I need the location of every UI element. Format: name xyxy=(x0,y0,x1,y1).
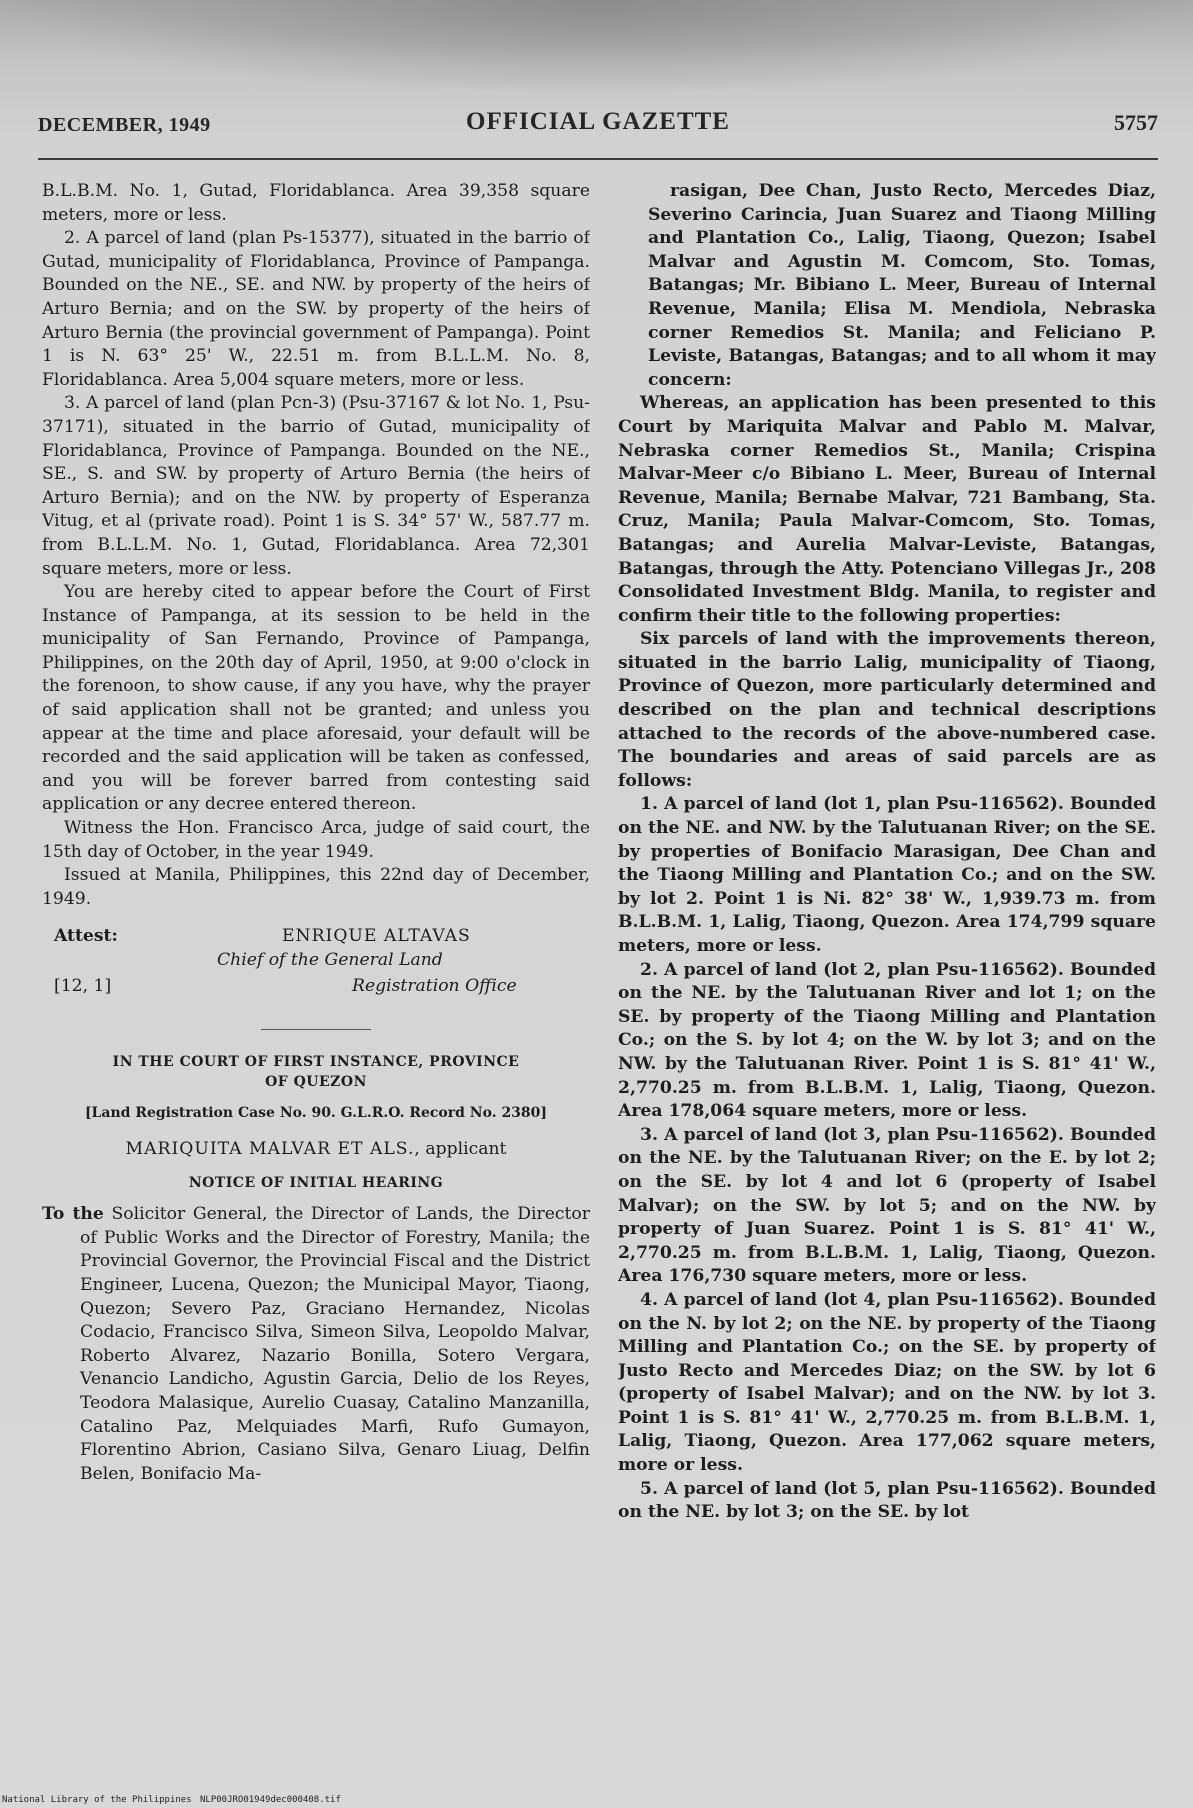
issue-code: [12, 1] xyxy=(54,976,112,997)
header-date: DECEMBER, 1949 xyxy=(38,114,211,136)
footer-library: National Library of the Philippines xyxy=(2,1795,192,1805)
publication-title: OFFICIAL GAZETTE xyxy=(466,108,730,135)
signatory-title-line-2: Registration Office xyxy=(352,976,517,997)
attestation-block xyxy=(42,925,590,1007)
page-number: 5757 xyxy=(1114,110,1158,135)
section-divider xyxy=(261,1029,371,1030)
paragraph-citation: You are hereby cited to appear before the Court of First Instance of Pampanga, at its session to be held in the municipality of San Fernando, Province of Pampanga, Philippines, on the 20th day of April, 1950, at 9:00 o'clock in the forenoon, to show cause, if any you have, why the prayer of said application shall not be granted; and unless you appear at the time and place aforesaid, your default will be recorded and the said application will be taken as confessed, and you will be forever barred from contesting said application or any decree entered thereon. xyxy=(42,582,590,815)
addressees-list: Solicitor General, the Director of Lands, the Director of Public Works and the Director of Forestry, Manila; the Provincial Governor, the Provincial Fiscal and the District Engineer, Lucena, Quezon; the Municipal Mayor, Tiaong, Quezon; Severo Paz, Graciano Hernandez, Nicolas Codacio, Francisco Silva, Simeon Silva, Leopoldo Malvar, Roberto Alvarez, Nazario Bonilla, Sotero Vergara, Venancio Landicho, Agustin Garcia, Delio de los Reyes, Teodora Malasique, Aurelio Cuasay, Catalino Manzanilla, Catalino Paz, Melquiades Marfi, Rufo Gumayon, Florentino Abrion, Casiano Silva, Genaro Liuag, Delfin Belen, Bonifacio Ma- xyxy=(80,1204,590,1484)
notice-title: NOTICE OF INITIAL HEARING xyxy=(188,1174,444,1191)
paragraph-whereas: Whereas, an application has been presented to this Court by Mariquita Malvar and Pablo M. Malvar, Nebraska corner Remedios St., Manila; Crispina Malvar-Meer c/o Bibiano L. Meer, Bureau of Internal Revenue, Manila; Bernabe Malvar, 721 Bambang, Sta. Cruz, Manila; Paula Malvar-Comcom, Sto. Tomas, Batangas; and Aurelia Malvar-Leviste, Batangas, Batangas, through the Atty. Potenciano Villegas Jr., 208 Consolidated Investment Bldg. Manila, to register and confirm their title to the following properties: xyxy=(618,393,1156,626)
right-column xyxy=(618,180,1156,1720)
paragraph-issued: Issued at Manila, Philippines, this 22nd day of December, 1949. xyxy=(42,865,590,909)
left-column xyxy=(42,180,590,1720)
paragraph-lot-3: 3. A parcel of land (lot 3, plan Psu-116562). Bounded on the NE. by the Talutuanan River; on the E. by lot 2; on the SE. by lot 4 and lot 6 (property of Isabel Malvar); on the SW. by lot 5; and on the NW. by property of Juan Suarez. Point 1 is S. 81° 41' W., 2,770.25 m. from B.L.B.M. 1, Lalig, Tiaong, Quezon. Area 176,730 square meters, more or less. xyxy=(618,1124,1156,1287)
court-heading-line-2: OF QUEZON xyxy=(265,1074,367,1091)
page-header xyxy=(38,100,1158,140)
addressees-lead: To the xyxy=(42,1204,104,1225)
paragraph-lot-4: 4. A parcel of land (lot 4, plan Psu-116562). Bounded on the N. by lot 2; on the NE. by property of the Tiaong Milling and Plantation Co.; on the SE. by property of Justo Recto and Mercedes Diaz; on the SW. by lot 6 (property of Isabel Malvar); and on the NW. by lot 3. Point 1 is S. 81° 41' W., 2,770.25 m. from B.L.B.M. 1, Lalig, Tiaong, Quezon. Area 177,062 square meters, more or less. xyxy=(618,1289,1156,1476)
paragraph-lot-5: 5. A parcel of land (lot 5, plan Psu-116562). Bounded on the NE. by lot 3; on the SE. by lot xyxy=(618,1478,1156,1523)
paragraph-parcel-3: 3. A parcel of land (plan Pcn-3) (Psu-37167 & lot No. 1, Psu-37171), situated in the barrio of Gutad, municipality of Floridablanca, Province of Pampanga. Bounded on the NE., SE., S. and SW. by property of Arturo Bernia (the heirs of Arturo Bernia); and on the NW. by property of Esperanza Vitug, et al (private road). Point 1 is S. 34° 57' W., 587.77 m. from B.L.L.M. No. 1, Gutad, Floridablanca. Area 72,301 square meters, more or less. xyxy=(42,393,590,579)
case-number-line: [Land Registration Case No. 90. G.L.R.O. Record No. 2380] xyxy=(84,1105,548,1122)
scan-footer xyxy=(0,1790,1193,1808)
header-rule xyxy=(38,158,1158,160)
court-heading-line-1: IN THE COURT OF FIRST INSTANCE, PROVINCE xyxy=(112,1054,520,1071)
signatory-name: ENRIQUE ALTAVAS xyxy=(282,926,471,947)
addressees-paragraph xyxy=(42,1203,590,1486)
paragraph-lot-1: 1. A parcel of land (lot 1, plan Psu-116562). Bounded on the NE. and NW. by the Talutuanan River; on the SE. by properties of Bonifacio Marasigan, Dee Chan and the Tiaong Milling and Plantation Co.; and on the SW. by lot 2. Point 1 is Ni. 82° 38' W., 1,939.73 m. from B.L.B.M. 1, Lalig, Tiaong, Quezon. Area 174,799 square meters, more or less. xyxy=(618,794,1156,956)
addressees-continued: rasigan, Dee Chan, Justo Recto, Mercedes Diaz, Severino Carincia, Juan Suarez and Tiaong Milling and Plantation Co., Lalig, Tiaong, Quezon; Isabel Malvar and Agustin M. Comcom, Sto. Tomas, Batangas; Mr. Bibiano L. Meer, Bureau of Internal Revenue, Manila; Elisa M. Mendiola, Nebraska corner Remedios St. Manila; and Feliciano P. Leviste, Batangas, Batangas; and to all whom it may concern: xyxy=(648,181,1156,390)
footer-filename: NLP00JRO01949dec000408.tif xyxy=(200,1795,341,1805)
court-heading xyxy=(42,1052,590,1092)
attest-label: Attest: xyxy=(54,926,118,947)
applicant-line xyxy=(42,1138,590,1162)
applicant-names: MARIQUITA MALVAR ET ALS. xyxy=(125,1139,415,1159)
paragraph-parcel-2: 2. A parcel of land (plan Ps-15377), situated in the barrio of Gutad, municipality of Floridablanca, Province of Pampanga. Bounded on the NE., SE. and NW. by property of the heirs of Arturo Bernia; and on the SW. by property of the heirs of Arturo Bernia (the provincial government of Pampanga). Point 1 is N. 63° 25' W., 22.51 m. from B.L.L.M. No. 8, Floridablanca. Area 5,004 square meters, more or less. xyxy=(42,228,590,390)
applicant-suffix: , applicant xyxy=(414,1139,507,1159)
paragraph-witness: Witness the Hon. Francisco Arca, judge of said court, the 15th day of October, in the year 1949. xyxy=(42,818,590,862)
paragraph-six-parcels: Six parcels of land with the improvements thereon, situated in the barrio Lalig, municipality of Tiaong, Province of Quezon, more particularly determined and described on the plan and technical descriptions attached to the records of the above-numbered case. The boundaries and areas of said parcels are as follows: xyxy=(618,629,1156,791)
signatory-title-line-1: Chief of the General Land xyxy=(217,950,443,971)
paragraph-lot-2: 2. A parcel of land (lot 2, plan Psu-116562). Bounded on the NE. by the Talutuanan River and lot 1; on the SE. by property of the Tiaong Milling and Plantation Co.; on the S. by lot 4; on the W. by lot 3; and on the NW. by the Talutuanan River. Point 1 is S. 81° 41' W., 2,770.25 m. from B.L.B.M. 1, Lalig, Tiaong, Quezon. Area 178,064 square meters, more or less. xyxy=(618,959,1156,1122)
paragraph-continued: B.L.B.M. No. 1, Gutad, Floridablanca. Area 39,358 square meters, more or less. xyxy=(42,181,590,225)
